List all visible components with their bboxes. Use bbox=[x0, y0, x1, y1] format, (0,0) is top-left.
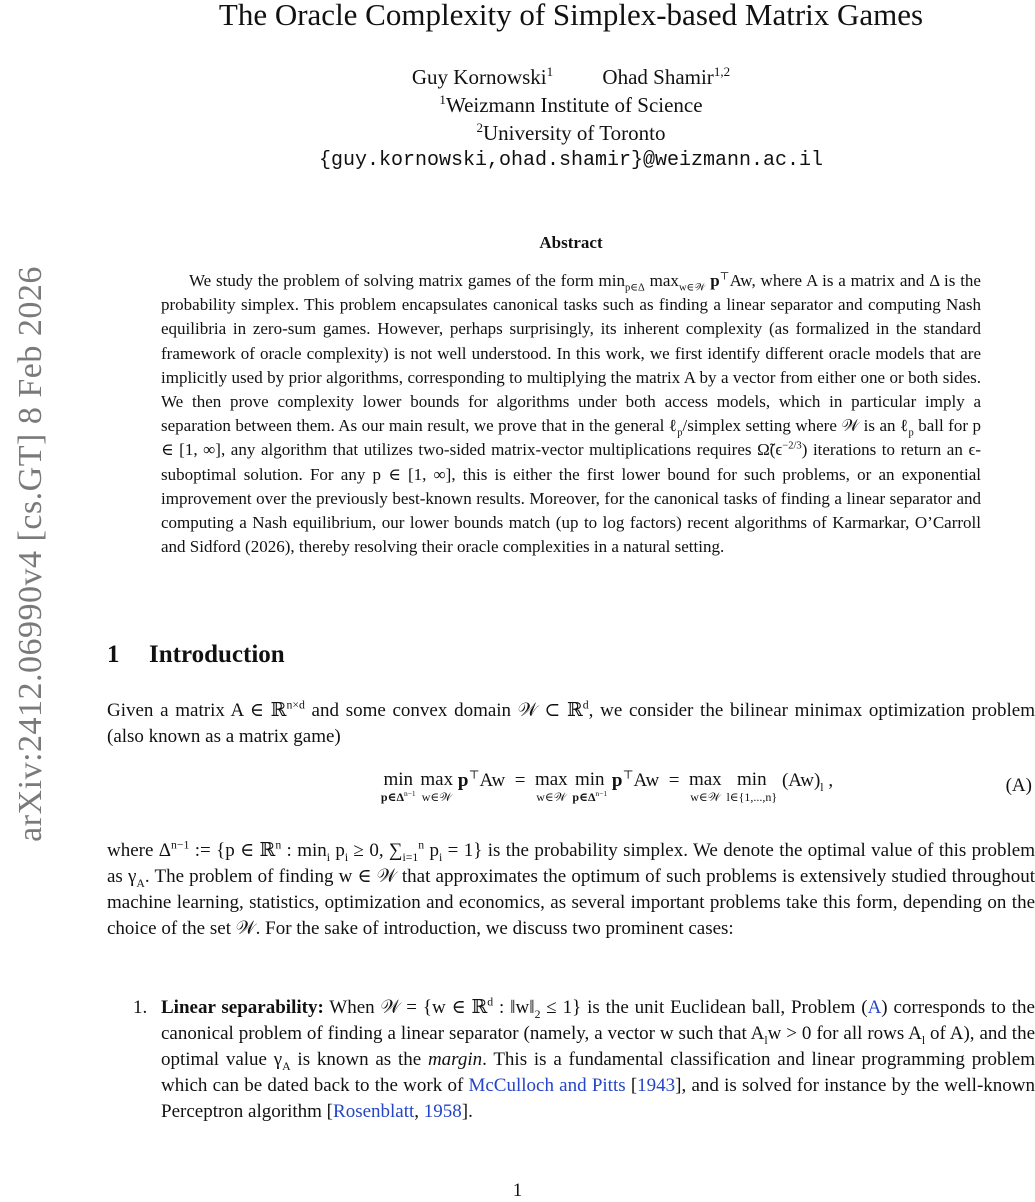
citation-link-mcculloch[interactable]: McCulloch and Pitts bbox=[468, 1075, 626, 1096]
affiliation-2: $^2$University of Toronto bbox=[476, 120, 666, 145]
abstract-text: We study the problem of solving matrix games of the form $\min_{p\in\Delta} \max_{w\in 𝒲} p^⊤Aw$, where A is a matrix and Δ is the probability simplex. This problem encapsulates canonical tasks such as finding a linear separator and computing Nash equilibria in zero-sum games. However, perhaps surprisingly, its inherent complexity (as formalized in the standard framework of oracle complexity) is not well understood. In this work, we first identify different oracle models that are implicitly used by prior algorithms, corresponding to multiplying the matrix A by a vector from either one or both sides. We then prove complexity lower bounds for algorithms under both access models, which in particular imply a separation between them. As our main result, we prove that in the general ℓ$_p$/simplex setting where 𝒲 is an ℓ$_p$ ball for p ∈ [1, ∞], any algorithm that utilizes two-sided matrix-vector multiplications requires $\Omegã(\epsilon^{-2/3})$ iterations to return an ϵ-suboptimal solution. For any p ∈ [1, ∞], this is either the first lower bound for such problems, or an exponential improvement over the previously best-known results. Moreover, for the canonical tasks of finding a linear separator and computing a Nash equilibrium, our lower bounds match (up to log factors) recent algorithms of Karmarkar, O’Carroll and Sidford (2026), thereby resolving their oracle complexities in a natural setting. bbox=[161, 271, 981, 557]
paper-title: The Oracle Complexity of Simplex-based Matrix Games bbox=[218, 0, 924, 32]
author-2: Ohad Shamir$^{1,2}$ bbox=[602, 64, 731, 89]
list-marker: 1. bbox=[133, 997, 148, 1018]
list-item-heading: Linear separability: bbox=[161, 997, 324, 1018]
equation-tag: (A) bbox=[1005, 775, 1032, 796]
citation-year-link-1943[interactable]: 1943 bbox=[637, 1075, 676, 1096]
equation-A bbox=[107, 770, 1035, 816]
section-title: Introduction bbox=[149, 641, 285, 668]
author-block bbox=[107, 63, 1035, 175]
arxiv-identifier: arXiv:2412.06990v4 [cs.GT] 8 Feb 2026 bbox=[12, 266, 49, 842]
equation-ref-link[interactable]: A bbox=[867, 997, 882, 1018]
page-number: 1 bbox=[512, 1180, 523, 1201]
intro-paragraph-2: where $\Delta^{n-1}$ := {p ∈ ℝ$^n$ : $\min_i p_i \ge 0$, $\sum_{i=1}^n$ $p_i = 1$} is the probability simplex. We denote the optimal value of this problem as $\gamma_A$. The problem of finding w ∈ 𝒲 that approximates the optimum of such problems is extensively studied throughout machine learning, statistics, optimization and economics, as several important problems take this form, depending on the choice of the set 𝒲. For the sake of introduction, we discuss two prominent cases: bbox=[107, 838, 1035, 939]
citation-link-rosenblatt[interactable]: Rosenblatt bbox=[333, 1101, 415, 1122]
list-item-linear-separability bbox=[107, 995, 1035, 1125]
citation-year-link-1958[interactable]: 1958 bbox=[423, 1101, 462, 1122]
section-number: 1 bbox=[107, 641, 120, 668]
arxiv-side-stamp bbox=[10, 218, 52, 890]
section-heading bbox=[107, 641, 285, 669]
abstract-heading: Abstract bbox=[539, 233, 603, 252]
equation-body: min $p\in\Delta^{n-1}$ max w∈𝒲 p⊤Aw = max w∈𝒲 min $p\in\Delta^{n-1}$ p⊤Aw = max w∈𝒲 min l∈{1,...,n} $(Aw)_l$ , bbox=[380, 768, 834, 804]
author-1: Guy Kornowski$^1$ bbox=[411, 64, 554, 89]
list-item-content: Linear separability: When 𝒲 = {w ∈ ℝ$^d$ : $‖w‖_2 \le 1$} is the unit Euclidean ball, Problem (A) corresponds to the canonical problem of finding a linear separator (namely, a vector w such that $A_lw > 0$ for all rows $A_l$ of A), and the optimal value $\gamma_A$ is known as the margin. This is a fundamental classification and linear programming problem which can be dated back to the work of McCulloch and Pitts [1943], and is solved for instance by the well-known Perceptron algorithm [Rosenblatt, 1958]. bbox=[161, 995, 1035, 1122]
author-email: {guy.kornowski,ohad.shamir}@weizmann.ac.il bbox=[318, 149, 824, 172]
affiliation-1: $^1$Weizmann Institute of Science bbox=[439, 92, 703, 117]
intro-paragraph-1: Given a matrix A ∈ ℝ$^{n\times d}$ and some convex domain 𝒲 ⊂ ℝ$^d$, we consider the bilinear minimax optimization problem (also known as a matrix game) bbox=[107, 698, 1035, 747]
